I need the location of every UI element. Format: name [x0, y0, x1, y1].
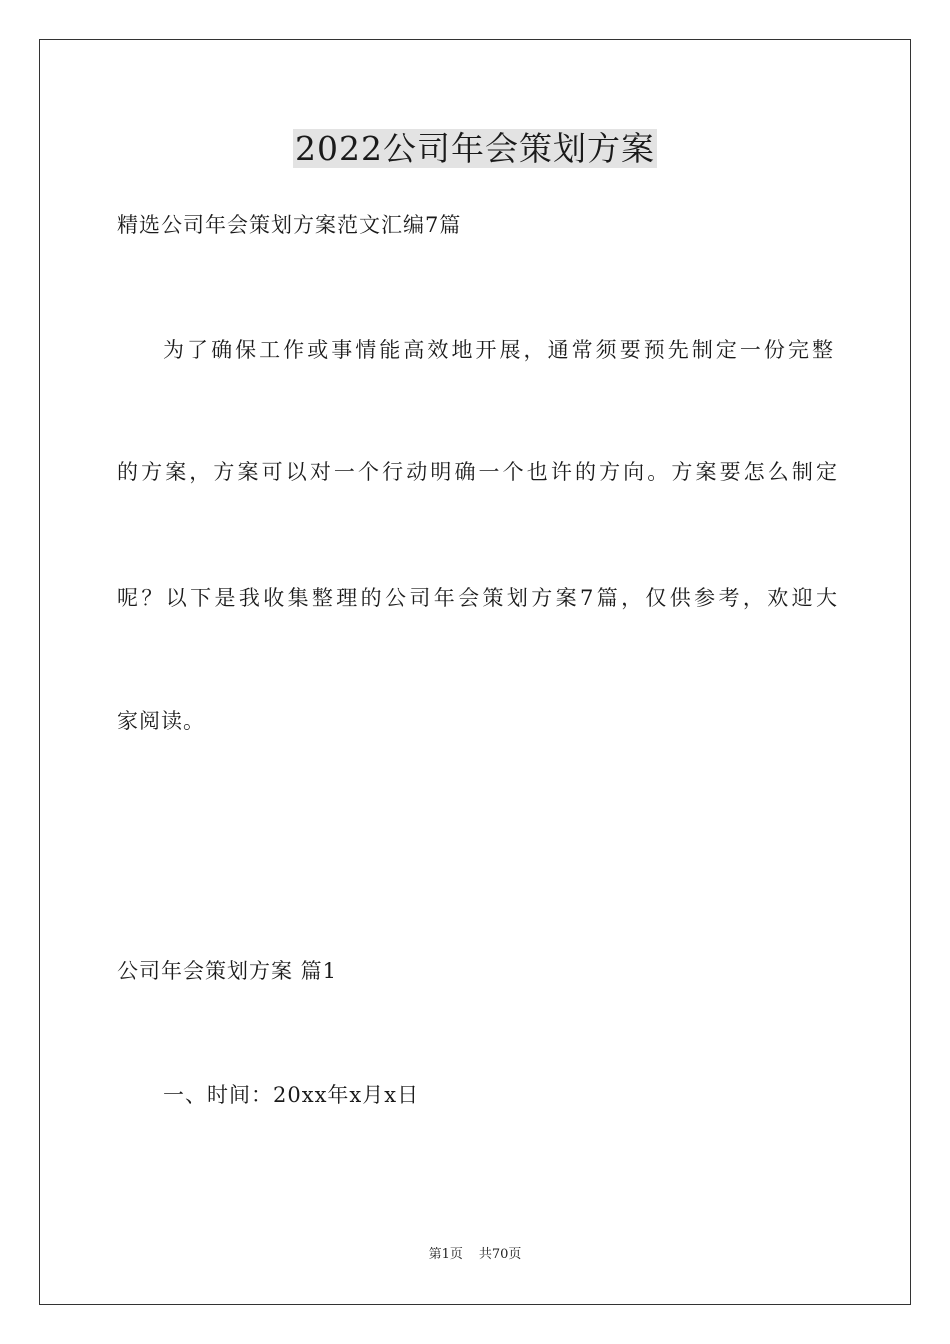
intro-paragraph-line: 呢？以下是我收集整理的公司年会策划方案7篇，仅供参考，欢迎大	[117, 586, 837, 610]
page-footer	[0, 1246, 950, 1264]
page-total: 共70页	[478, 1247, 522, 1262]
intro-paragraph-line: 的方案，方案可以对一个行动明确一个也许的方向。方案要怎么制定	[117, 460, 837, 484]
page-number: 第1页	[428, 1247, 463, 1262]
document-subtitle: 精选公司年会策划方案范文汇编7篇	[117, 213, 462, 237]
intro-paragraph-line: 为了确保工作或事情能高效地开展，通常须要预先制定一份完整	[163, 338, 833, 362]
section-item-time: 一、时间：20xx年x月x日	[163, 1083, 420, 1107]
section-heading: 公司年会策划方案 篇1	[117, 959, 338, 983]
document-title-text: 2022公司年会策划方案	[295, 129, 655, 168]
document-title	[0, 128, 950, 170]
intro-paragraph-line: 家阅读。	[117, 709, 205, 733]
